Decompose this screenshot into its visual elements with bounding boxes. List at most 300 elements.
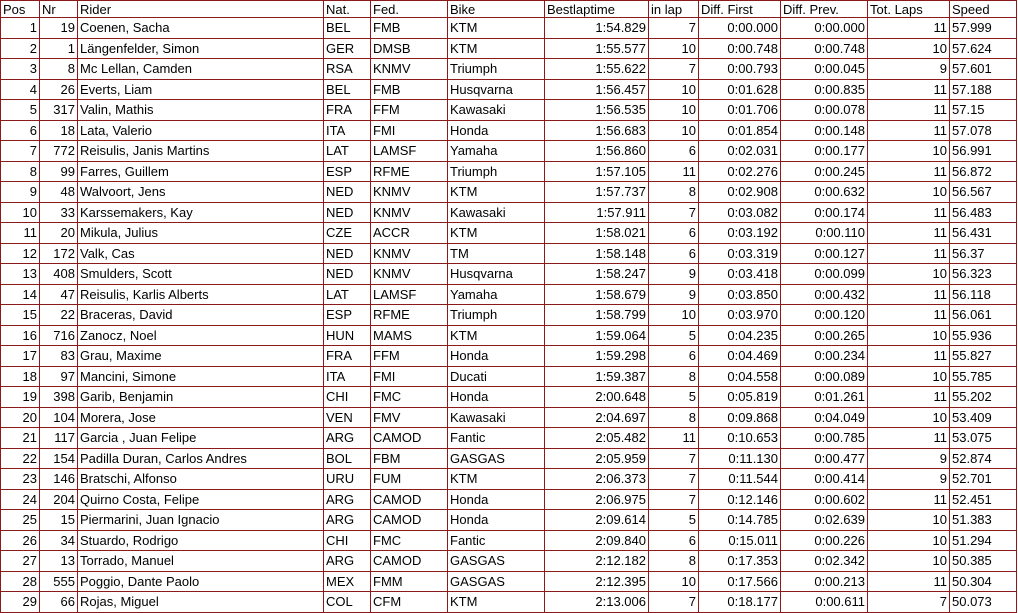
cell-nr: 26 xyxy=(40,79,78,100)
cell-nat: NED xyxy=(324,202,371,223)
cell-nr: 398 xyxy=(40,387,78,408)
cell-speed: 50.304 xyxy=(950,571,1017,592)
cell-bike: Honda xyxy=(448,387,545,408)
cell-speed: 56.872 xyxy=(950,161,1017,182)
cell-fed: FMV xyxy=(371,407,448,428)
cell-nat: CHI xyxy=(324,387,371,408)
cell-diff-prev: 0:04.049 xyxy=(781,407,868,428)
cell-bike: KTM xyxy=(448,469,545,490)
table-row xyxy=(1,469,1017,490)
cell-in-lap: 6 xyxy=(649,530,699,551)
cell-speed: 57.601 xyxy=(950,59,1017,80)
cell-bike: TM xyxy=(448,243,545,264)
cell-bike: Honda xyxy=(448,346,545,367)
cell-rider: Rojas, Miguel xyxy=(78,592,324,613)
cell-rider: Smulders, Scott xyxy=(78,264,324,285)
cell-rider: Karssemakers, Kay xyxy=(78,202,324,223)
cell-diff-prev: 0:00.099 xyxy=(781,264,868,285)
table-row xyxy=(1,448,1017,469)
cell-bestlaptime: 1:59.298 xyxy=(545,346,649,367)
cell-fed: CAMOD xyxy=(371,510,448,531)
cell-nat: ITA xyxy=(324,120,371,141)
cell-nat: URU xyxy=(324,469,371,490)
cell-rider: Bratschi, Alfonso xyxy=(78,469,324,490)
cell-diff-prev: 0:00.213 xyxy=(781,571,868,592)
header-nr: Nr xyxy=(40,1,78,18)
cell-rider: Reisulis, Janis Martins xyxy=(78,141,324,162)
cell-rider: Garib, Benjamin xyxy=(78,387,324,408)
cell-diff-first: 0:00.793 xyxy=(699,59,781,80)
cell-in-lap: 7 xyxy=(649,489,699,510)
cell-fed: KNMV xyxy=(371,264,448,285)
cell-nr: 15 xyxy=(40,510,78,531)
cell-nat: COL xyxy=(324,592,371,613)
cell-nat: ARG xyxy=(324,551,371,572)
cell-rider: Mancini, Simone xyxy=(78,366,324,387)
cell-in-lap: 8 xyxy=(649,366,699,387)
cell-rider: Stuardo, Rodrigo xyxy=(78,530,324,551)
cell-tot-laps: 9 xyxy=(868,448,950,469)
cell-diff-first: 0:11.130 xyxy=(699,448,781,469)
table-row xyxy=(1,530,1017,551)
cell-nat: RSA xyxy=(324,59,371,80)
table-row xyxy=(1,202,1017,223)
cell-in-lap: 5 xyxy=(649,325,699,346)
cell-bike: Kawasaki xyxy=(448,202,545,223)
cell-tot-laps: 9 xyxy=(868,59,950,80)
header-diff-prev: Diff. Prev. xyxy=(781,1,868,18)
cell-bestlaptime: 1:55.577 xyxy=(545,38,649,59)
cell-speed: 52.874 xyxy=(950,448,1017,469)
cell-rider: Mc Lellan, Camden xyxy=(78,59,324,80)
cell-in-lap: 7 xyxy=(649,448,699,469)
table-row xyxy=(1,120,1017,141)
cell-bike: KTM xyxy=(448,592,545,613)
cell-bestlaptime: 1:57.737 xyxy=(545,182,649,203)
cell-pos: 5 xyxy=(1,100,40,121)
cell-bestlaptime: 1:58.799 xyxy=(545,305,649,326)
cell-diff-first: 0:14.785 xyxy=(699,510,781,531)
cell-diff-first: 0:01.854 xyxy=(699,120,781,141)
header-nat: Nat. xyxy=(324,1,371,18)
cell-bike: KTM xyxy=(448,223,545,244)
cell-rider: Garcia , Juan Felipe xyxy=(78,428,324,449)
cell-diff-prev: 0:00.234 xyxy=(781,346,868,367)
cell-diff-first: 0:03.082 xyxy=(699,202,781,223)
table-row xyxy=(1,38,1017,59)
cell-diff-prev: 0:00.110 xyxy=(781,223,868,244)
cell-speed: 56.37 xyxy=(950,243,1017,264)
cell-pos: 19 xyxy=(1,387,40,408)
cell-nat: LAT xyxy=(324,141,371,162)
cell-rider: Poggio, Dante Paolo xyxy=(78,571,324,592)
table-row xyxy=(1,161,1017,182)
cell-rider: Piermarini, Juan Ignacio xyxy=(78,510,324,531)
cell-rider: Zanocz, Noel xyxy=(78,325,324,346)
cell-speed: 53.075 xyxy=(950,428,1017,449)
cell-nat: BOL xyxy=(324,448,371,469)
cell-pos: 23 xyxy=(1,469,40,490)
cell-fed: CAMOD xyxy=(371,428,448,449)
cell-nr: 20 xyxy=(40,223,78,244)
cell-bestlaptime: 2:13.006 xyxy=(545,592,649,613)
cell-fed: FMB xyxy=(371,18,448,39)
cell-tot-laps: 11 xyxy=(868,243,950,264)
header-fed: Fed. xyxy=(371,1,448,18)
cell-in-lap: 5 xyxy=(649,387,699,408)
cell-fed: RFME xyxy=(371,305,448,326)
cell-bestlaptime: 1:59.387 xyxy=(545,366,649,387)
cell-nr: 34 xyxy=(40,530,78,551)
cell-diff-first: 0:05.819 xyxy=(699,387,781,408)
cell-speed: 56.483 xyxy=(950,202,1017,223)
cell-speed: 56.431 xyxy=(950,223,1017,244)
cell-pos: 21 xyxy=(1,428,40,449)
cell-nat: NED xyxy=(324,264,371,285)
cell-pos: 18 xyxy=(1,366,40,387)
cell-bike: Triumph xyxy=(448,161,545,182)
cell-nat: MEX xyxy=(324,571,371,592)
cell-diff-prev: 0:00.245 xyxy=(781,161,868,182)
cell-diff-prev: 0:02.342 xyxy=(781,551,868,572)
cell-in-lap: 8 xyxy=(649,551,699,572)
cell-bestlaptime: 2:06.373 xyxy=(545,469,649,490)
cell-rider: Valin, Mathis xyxy=(78,100,324,121)
cell-pos: 8 xyxy=(1,161,40,182)
cell-bike: GASGAS xyxy=(448,571,545,592)
cell-diff-prev: 0:00.148 xyxy=(781,120,868,141)
cell-diff-first: 0:11.544 xyxy=(699,469,781,490)
cell-nr: 47 xyxy=(40,284,78,305)
cell-tot-laps: 9 xyxy=(868,469,950,490)
cell-speed: 55.936 xyxy=(950,325,1017,346)
table-row xyxy=(1,325,1017,346)
cell-rider: Torrado, Manuel xyxy=(78,551,324,572)
cell-rider: Längenfelder, Simon xyxy=(78,38,324,59)
cell-tot-laps: 11 xyxy=(868,202,950,223)
cell-nat: ARG xyxy=(324,489,371,510)
table-row xyxy=(1,264,1017,285)
cell-nr: 772 xyxy=(40,141,78,162)
cell-fed: KNMV xyxy=(371,182,448,203)
cell-tot-laps: 11 xyxy=(868,428,950,449)
cell-tot-laps: 10 xyxy=(868,325,950,346)
cell-bestlaptime: 1:58.021 xyxy=(545,223,649,244)
cell-fed: FMC xyxy=(371,387,448,408)
cell-pos: 22 xyxy=(1,448,40,469)
cell-pos: 25 xyxy=(1,510,40,531)
cell-fed: CFM xyxy=(371,592,448,613)
cell-bestlaptime: 1:55.622 xyxy=(545,59,649,80)
cell-in-lap: 10 xyxy=(649,120,699,141)
cell-diff-first: 0:03.192 xyxy=(699,223,781,244)
table-row xyxy=(1,346,1017,367)
cell-pos: 20 xyxy=(1,407,40,428)
header-rider: Rider xyxy=(78,1,324,18)
cell-in-lap: 10 xyxy=(649,305,699,326)
cell-speed: 52.451 xyxy=(950,489,1017,510)
header-speed: Speed xyxy=(950,1,1017,18)
cell-tot-laps: 10 xyxy=(868,38,950,59)
cell-bike: KTM xyxy=(448,325,545,346)
cell-diff-prev: 0:00.632 xyxy=(781,182,868,203)
table-row xyxy=(1,223,1017,244)
cell-in-lap: 7 xyxy=(649,59,699,80)
cell-nr: 716 xyxy=(40,325,78,346)
cell-fed: FUM xyxy=(371,469,448,490)
cell-diff-prev: 0:00.127 xyxy=(781,243,868,264)
cell-fed: FBM xyxy=(371,448,448,469)
cell-bike: KTM xyxy=(448,18,545,39)
cell-in-lap: 10 xyxy=(649,571,699,592)
cell-rider: Coenen, Sacha xyxy=(78,18,324,39)
cell-diff-first: 0:00.000 xyxy=(699,18,781,39)
cell-speed: 56.991 xyxy=(950,141,1017,162)
table-row xyxy=(1,407,1017,428)
cell-bike: Yamaha xyxy=(448,141,545,162)
cell-bestlaptime: 2:09.840 xyxy=(545,530,649,551)
cell-bestlaptime: 2:09.614 xyxy=(545,510,649,531)
cell-pos: 17 xyxy=(1,346,40,367)
cell-diff-first: 0:03.970 xyxy=(699,305,781,326)
cell-diff-first: 0:00.748 xyxy=(699,38,781,59)
cell-diff-prev: 0:00.045 xyxy=(781,59,868,80)
cell-pos: 29 xyxy=(1,592,40,613)
cell-pos: 12 xyxy=(1,243,40,264)
cell-diff-prev: 0:00.602 xyxy=(781,489,868,510)
cell-bestlaptime: 1:57.911 xyxy=(545,202,649,223)
cell-bike: Husqvarna xyxy=(448,79,545,100)
cell-tot-laps: 11 xyxy=(868,223,950,244)
cell-nr: 104 xyxy=(40,407,78,428)
cell-rider: Farres, Guillem xyxy=(78,161,324,182)
cell-diff-prev: 0:01.261 xyxy=(781,387,868,408)
cell-pos: 15 xyxy=(1,305,40,326)
cell-speed: 51.294 xyxy=(950,530,1017,551)
header-in-lap: in lap xyxy=(649,1,699,18)
header-tot-laps: Tot. Laps xyxy=(868,1,950,18)
cell-bike: Fantic xyxy=(448,530,545,551)
cell-fed: KNMV xyxy=(371,243,448,264)
cell-nat: FRA xyxy=(324,346,371,367)
cell-tot-laps: 11 xyxy=(868,100,950,121)
cell-in-lap: 10 xyxy=(649,79,699,100)
cell-diff-prev: 0:00.414 xyxy=(781,469,868,490)
cell-tot-laps: 11 xyxy=(868,346,950,367)
cell-rider: Walvoort, Jens xyxy=(78,182,324,203)
cell-nr: 408 xyxy=(40,264,78,285)
table-row xyxy=(1,182,1017,203)
cell-bestlaptime: 1:57.105 xyxy=(545,161,649,182)
cell-tot-laps: 11 xyxy=(868,18,950,39)
cell-diff-prev: 0:00.748 xyxy=(781,38,868,59)
cell-in-lap: 8 xyxy=(649,182,699,203)
cell-fed: FMC xyxy=(371,530,448,551)
cell-tot-laps: 11 xyxy=(868,387,950,408)
cell-fed: FMI xyxy=(371,120,448,141)
cell-speed: 55.202 xyxy=(950,387,1017,408)
cell-nat: NED xyxy=(324,243,371,264)
cell-nat: VEN xyxy=(324,407,371,428)
cell-bike: Kawasaki xyxy=(448,100,545,121)
cell-fed: FMB xyxy=(371,79,448,100)
cell-in-lap: 11 xyxy=(649,161,699,182)
cell-bestlaptime: 1:58.148 xyxy=(545,243,649,264)
cell-tot-laps: 10 xyxy=(868,551,950,572)
cell-nat: ESP xyxy=(324,161,371,182)
cell-bike: KTM xyxy=(448,182,545,203)
table-row xyxy=(1,141,1017,162)
cell-nat: BEL xyxy=(324,79,371,100)
results-body xyxy=(1,18,1017,613)
cell-diff-prev: 0:00.265 xyxy=(781,325,868,346)
cell-bestlaptime: 2:05.959 xyxy=(545,448,649,469)
cell-pos: 1 xyxy=(1,18,40,39)
cell-fed: KNMV xyxy=(371,59,448,80)
table-row xyxy=(1,489,1017,510)
cell-tot-laps: 10 xyxy=(868,141,950,162)
table-row xyxy=(1,592,1017,613)
cell-tot-laps: 7 xyxy=(868,592,950,613)
cell-bike: Triumph xyxy=(448,59,545,80)
cell-bike: Honda xyxy=(448,120,545,141)
cell-bestlaptime: 2:12.182 xyxy=(545,551,649,572)
cell-speed: 53.409 xyxy=(950,407,1017,428)
cell-nat: ITA xyxy=(324,366,371,387)
cell-bike: GASGAS xyxy=(448,448,545,469)
cell-pos: 4 xyxy=(1,79,40,100)
cell-nr: 172 xyxy=(40,243,78,264)
cell-bestlaptime: 2:12.395 xyxy=(545,571,649,592)
cell-nr: 1 xyxy=(40,38,78,59)
cell-fed: KNMV xyxy=(371,202,448,223)
cell-nat: ARG xyxy=(324,510,371,531)
cell-pos: 14 xyxy=(1,284,40,305)
cell-diff-prev: 0:02.639 xyxy=(781,510,868,531)
cell-nat: HUN xyxy=(324,325,371,346)
cell-in-lap: 7 xyxy=(649,469,699,490)
cell-fed: ACCR xyxy=(371,223,448,244)
cell-in-lap: 11 xyxy=(649,428,699,449)
cell-nat: FRA xyxy=(324,100,371,121)
cell-speed: 56.567 xyxy=(950,182,1017,203)
cell-diff-first: 0:17.353 xyxy=(699,551,781,572)
header-bestlaptime: Bestlaptime xyxy=(545,1,649,18)
cell-diff-first: 0:10.653 xyxy=(699,428,781,449)
cell-diff-first: 0:04.558 xyxy=(699,366,781,387)
cell-nr: 204 xyxy=(40,489,78,510)
cell-in-lap: 7 xyxy=(649,18,699,39)
cell-pos: 6 xyxy=(1,120,40,141)
cell-speed: 57.624 xyxy=(950,38,1017,59)
cell-pos: 16 xyxy=(1,325,40,346)
cell-in-lap: 10 xyxy=(649,100,699,121)
cell-tot-laps: 11 xyxy=(868,284,950,305)
cell-bike: Kawasaki xyxy=(448,407,545,428)
cell-tot-laps: 11 xyxy=(868,79,950,100)
cell-diff-first: 0:03.418 xyxy=(699,264,781,285)
table-row xyxy=(1,18,1017,39)
cell-speed: 57.188 xyxy=(950,79,1017,100)
cell-speed: 55.785 xyxy=(950,366,1017,387)
cell-fed: FMI xyxy=(371,366,448,387)
cell-pos: 2 xyxy=(1,38,40,59)
cell-pos: 24 xyxy=(1,489,40,510)
cell-bestlaptime: 1:56.683 xyxy=(545,120,649,141)
cell-speed: 55.827 xyxy=(950,346,1017,367)
cell-fed: CAMOD xyxy=(371,489,448,510)
cell-bestlaptime: 2:05.482 xyxy=(545,428,649,449)
cell-speed: 50.073 xyxy=(950,592,1017,613)
cell-fed: DMSB xyxy=(371,38,448,59)
cell-in-lap: 6 xyxy=(649,141,699,162)
cell-tot-laps: 11 xyxy=(868,571,950,592)
cell-diff-prev: 0:00.226 xyxy=(781,530,868,551)
cell-bike: Ducati xyxy=(448,366,545,387)
cell-diff-first: 0:04.235 xyxy=(699,325,781,346)
cell-tot-laps: 10 xyxy=(868,530,950,551)
cell-speed: 52.701 xyxy=(950,469,1017,490)
cell-tot-laps: 10 xyxy=(868,264,950,285)
cell-pos: 11 xyxy=(1,223,40,244)
cell-nr: 22 xyxy=(40,305,78,326)
cell-bike: KTM xyxy=(448,38,545,59)
cell-nat: GER xyxy=(324,38,371,59)
cell-speed: 56.118 xyxy=(950,284,1017,305)
cell-rider: Braceras, David xyxy=(78,305,324,326)
cell-tot-laps: 11 xyxy=(868,489,950,510)
cell-rider: Reisulis, Karlis Alberts xyxy=(78,284,324,305)
cell-diff-prev: 0:00.174 xyxy=(781,202,868,223)
cell-nr: 317 xyxy=(40,100,78,121)
cell-bike: Honda xyxy=(448,510,545,531)
cell-tot-laps: 11 xyxy=(868,161,950,182)
cell-speed: 56.061 xyxy=(950,305,1017,326)
cell-nat: ESP xyxy=(324,305,371,326)
cell-nr: 99 xyxy=(40,161,78,182)
cell-diff-first: 0:01.706 xyxy=(699,100,781,121)
cell-diff-prev: 0:00.120 xyxy=(781,305,868,326)
table-row xyxy=(1,243,1017,264)
cell-diff-prev: 0:00.089 xyxy=(781,366,868,387)
table-row xyxy=(1,305,1017,326)
cell-bestlaptime: 1:58.247 xyxy=(545,264,649,285)
cell-pos: 3 xyxy=(1,59,40,80)
cell-diff-prev: 0:00.177 xyxy=(781,141,868,162)
cell-diff-prev: 0:00.785 xyxy=(781,428,868,449)
cell-nr: 555 xyxy=(40,571,78,592)
cell-nr: 146 xyxy=(40,469,78,490)
cell-rider: Lata, Valerio xyxy=(78,120,324,141)
cell-speed: 56.323 xyxy=(950,264,1017,285)
cell-fed: CAMOD xyxy=(371,551,448,572)
cell-nr: 117 xyxy=(40,428,78,449)
cell-diff-prev: 0:00.000 xyxy=(781,18,868,39)
cell-diff-prev: 0:00.835 xyxy=(781,79,868,100)
cell-bike: GASGAS xyxy=(448,551,545,572)
cell-nr: 154 xyxy=(40,448,78,469)
cell-speed: 50.385 xyxy=(950,551,1017,572)
cell-bike: Fantic xyxy=(448,428,545,449)
cell-fed: LAMSF xyxy=(371,141,448,162)
cell-nat: CZE xyxy=(324,223,371,244)
cell-speed: 57.15 xyxy=(950,100,1017,121)
cell-nr: 66 xyxy=(40,592,78,613)
cell-pos: 10 xyxy=(1,202,40,223)
header-diff-first: Diff. First xyxy=(699,1,781,18)
cell-bestlaptime: 2:00.648 xyxy=(545,387,649,408)
cell-bestlaptime: 2:04.697 xyxy=(545,407,649,428)
